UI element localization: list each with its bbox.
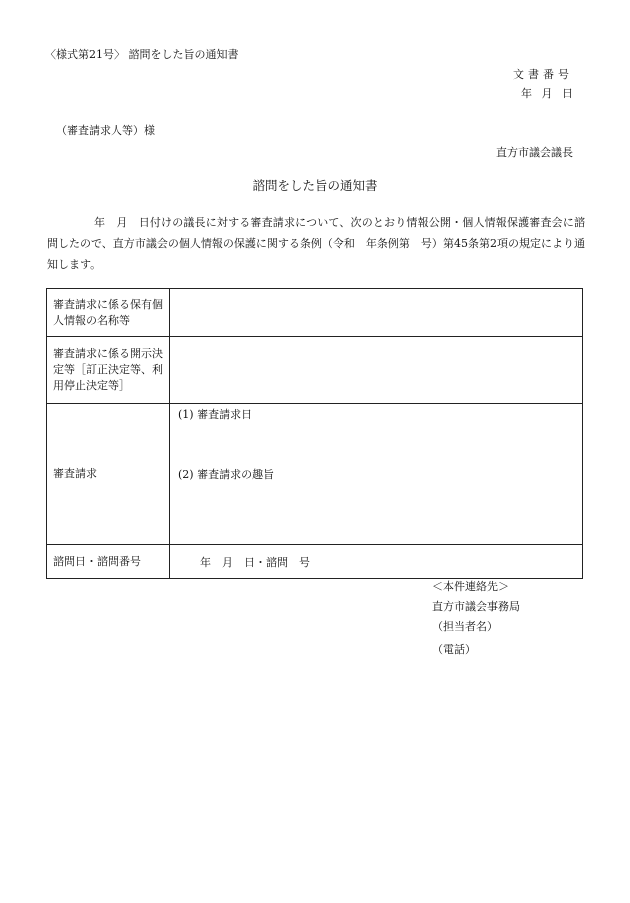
sender: 直方市議会議長: [496, 146, 573, 159]
table-value-disclosure-decision: [170, 337, 583, 404]
form-label: 〈様式第21号〉 諮問をした旨の通知書: [45, 48, 239, 61]
table-value-request: [170, 404, 583, 545]
request-purpose-item: (2) 審査請求の趣旨: [178, 468, 275, 481]
table-row: [47, 404, 583, 545]
document-number: 文書番号: [513, 68, 573, 81]
contact-person: （担当者名）: [432, 620, 498, 633]
table-value-personal-info: [170, 289, 583, 337]
body-text: 年 月 日付けの議長に対する審査請求について、次のとおり情報公開・個人情報保護審査会に諮問したので、直方市議会の個人情報の保護に関する条例（令和 年条例第 号）第45条第2項の規定により通知します。: [47, 216, 585, 271]
addressee: （審査請求人等）様: [56, 124, 155, 137]
table-label-disclosure-decision: 審査請求に係る開示決定等［訂正決定等、利用停止決定等］: [47, 337, 170, 404]
table-label-request: 審査請求: [47, 404, 170, 545]
table-label-personal-info: 審査請求に係る保有個人情報の名称等: [47, 289, 170, 337]
table-row: [47, 337, 583, 404]
document-date: 年 月 日: [521, 87, 573, 100]
contact-office: 直方市議会事務局: [432, 600, 520, 613]
table-row: [47, 289, 583, 337]
contact-title: ＜本件連絡先＞: [432, 580, 509, 593]
table-row: [47, 545, 583, 579]
contact-phone: （電話）: [432, 643, 476, 656]
request-date-item: (1) 審査請求日: [178, 408, 253, 421]
table-value-inquiry-number: 年 月 日・諮問 号: [170, 545, 583, 579]
info-table: [46, 288, 583, 579]
page-title: 諮問をした旨の通知書: [252, 178, 378, 193]
table-label-inquiry-number: 諮問日・諮問番号: [47, 545, 170, 579]
